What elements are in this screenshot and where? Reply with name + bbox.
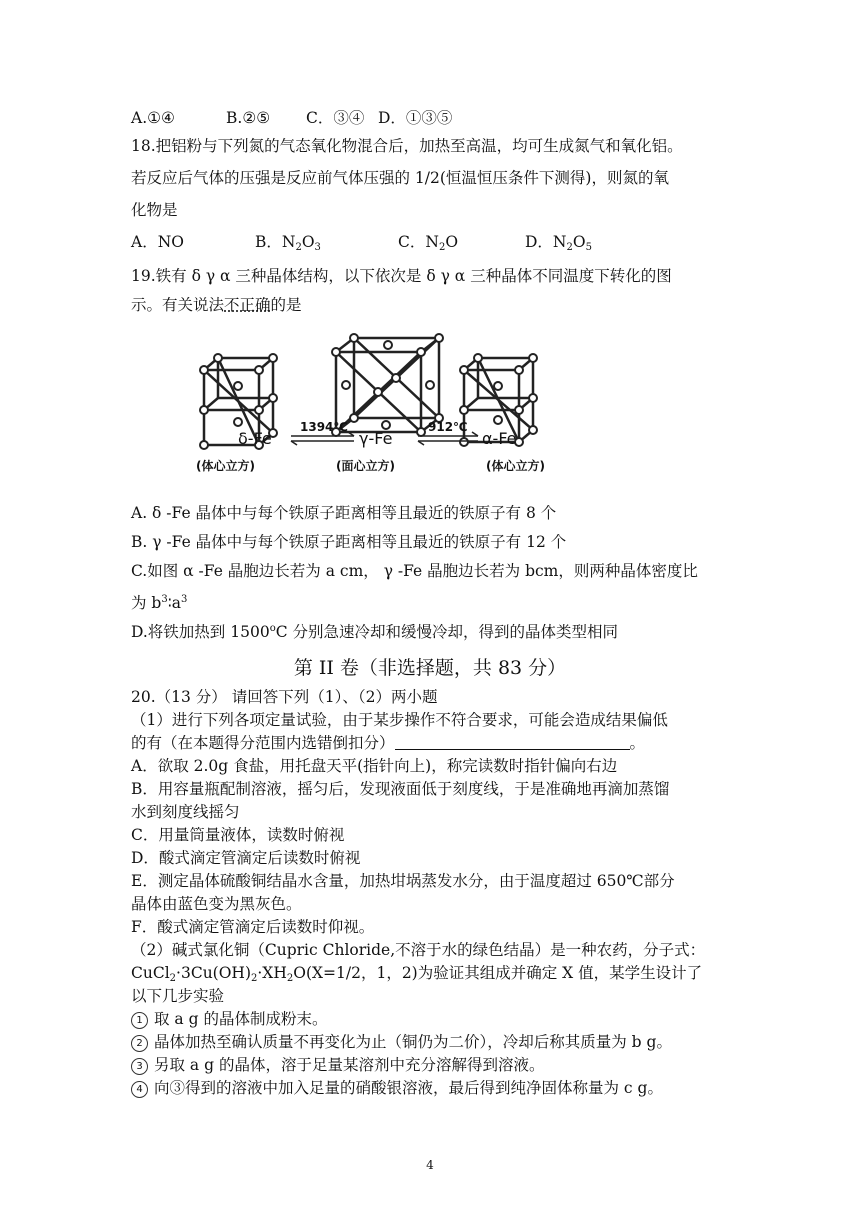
- q18-line1: 18.把铝粉与下列氮的气态氧化物混合后，加热至高温，均可生成氮气和氧化铝。: [131, 137, 683, 155]
- q20-part1-line1: （1）进行下列各项定量试验，由于某步操作不符合要求，可能会造成结果偏低: [131, 711, 668, 729]
- step-number-3: 3: [131, 1058, 148, 1075]
- q20-option-f: F．酸式滴定管滴定后读数时仰视。: [131, 918, 375, 936]
- q18-options: [131, 232, 592, 258]
- q20-option-b-line2: 水到刻度线摇匀: [131, 803, 240, 821]
- alpha-fe-label: α-Fe: [482, 429, 517, 448]
- crystal-structure-svg: [196, 330, 576, 480]
- q17-option-d: D．①③⑤: [378, 109, 453, 127]
- q20-option-c: C．用量筒量液体，读数时俯视: [131, 826, 345, 844]
- q20-option-d: D．酸式滴定管滴定后读数时俯视: [131, 849, 361, 867]
- gamma-fe-label: γ-Fe: [359, 429, 393, 448]
- q18-line2: 若反应后气体的压强是反应前气体压强的 1/2(恒温恒压条件下测得)，则氮的氧: [131, 169, 669, 187]
- q20-part1-line2: 的有（在本题得分范围内选错倒扣分） 。: [131, 734, 646, 752]
- q18-option-a: A．NO: [131, 233, 184, 251]
- q18-line3: 化物是: [131, 201, 178, 219]
- answer-blank[interactable]: [395, 735, 630, 750]
- q20-part2-line1: （2）碱式氯化铜（Cupric Chloride,不溶于水的绿色结晶）是一种农药，分子式：: [131, 941, 706, 959]
- q19-option-a: A. δ -Fe 晶体中与每个铁原子距离相等且最近的铁原子有 8 个: [131, 504, 557, 522]
- step-number-2: 2: [131, 1035, 148, 1052]
- temp-912: 912℃: [428, 420, 468, 434]
- bcc-label-1: (体心立方): [196, 459, 255, 473]
- q19-option-c-line2: 为 $b^3∶a^3$: [131, 594, 188, 612]
- q20-option-e-line1: E．测定晶体硫酸铜结晶水含量，加热坩埚蒸发水分，由于温度超过 650℃部分: [131, 872, 675, 890]
- q17-option-b: B.②⑤: [226, 109, 271, 127]
- q20-part2-line3: 以下几步实验: [131, 987, 225, 1005]
- q20-heading: 20.（13 分） 请回答下列（1）、（2）两小题: [131, 688, 438, 706]
- delta-fe-label: δ-Fe: [238, 429, 272, 448]
- q18-option-c: C．N2O: [398, 233, 459, 253]
- q20-option-a: A．欲取 2.0g 食盐，用托盘天平(指针向上)，称完读数时指针偏向右边: [131, 757, 618, 775]
- q17-option-c: C．③④: [306, 109, 365, 127]
- q19-option-d: D.将铁加热到 1500$^o$C 分别急速冷却和缓慢冷却，得到的晶体类型相同: [131, 623, 619, 641]
- q19-option-b: B. γ -Fe 晶体中与每个铁原子距离相等且最近的铁原子有 12 个: [131, 533, 567, 551]
- q19-option-c-line1: C.如图 α -Fe 晶胞边长若为 a cm， γ -Fe 晶胞边长若为 bcm，则两种晶体密度比: [131, 562, 698, 580]
- q17-option-a: A.①④: [131, 109, 175, 127]
- q20-option-b-line1: B．用容量瓶配制溶液，摇匀后，发现液面低于刻度线，于是准确地再滴加蒸馏: [131, 780, 670, 798]
- step-number-1: 1: [131, 1012, 148, 1029]
- emphasis-not-correct: 不正确: [224, 296, 271, 314]
- temp-1394: 1394℃: [300, 420, 348, 434]
- section-title: 第 II 卷（非选择题，共 83 分）: [293, 657, 567, 679]
- q20-option-e-line2: 晶体由蓝色变为黑灰色。: [131, 895, 302, 913]
- q20-step-4: 4 向③得到的溶液中加入足量的硝酸银溶液，最后得到纯净固体称量为 c g。: [131, 1078, 663, 1098]
- q19-line1: 19.铁有 δ γ α 三种晶体结构，以下依次是 δ γ α 三种晶体不同温度下转化的图: [131, 267, 672, 285]
- q20-part2-formula-line: $CuCl_2\cdot 3Cu(OH)_2\cdot XH_2O(X=1/2$，1，2)为验证其组成并确定 X 值，某学生设计了: [131, 964, 703, 984]
- q18-option-d: D．N2O5: [525, 233, 592, 253]
- q20-step-2: 2 晶体加热至确认质量不再变化为止（铜仍为二价），冷却后称其质量为 b g。: [131, 1032, 672, 1052]
- q20-step-3: 3 另取 a g 的晶体，溶于足量某溶剂中充分溶解得到溶液。: [131, 1055, 544, 1075]
- step-number-4: 4: [131, 1081, 148, 1098]
- bcc-label-2: (体心立方): [486, 459, 545, 473]
- page-number: 4: [426, 1158, 434, 1172]
- fcc-label: (面心立方): [336, 459, 395, 473]
- q18-option-b: B．N2O3: [255, 233, 321, 253]
- crystal-structure-figure: [196, 330, 576, 480]
- q19-line2: 示。有关说法不正确的是: [131, 296, 302, 314]
- q17-options: [131, 108, 452, 128]
- q20-step-1: 1 取 a g 的晶体制成粉末。: [131, 1009, 327, 1029]
